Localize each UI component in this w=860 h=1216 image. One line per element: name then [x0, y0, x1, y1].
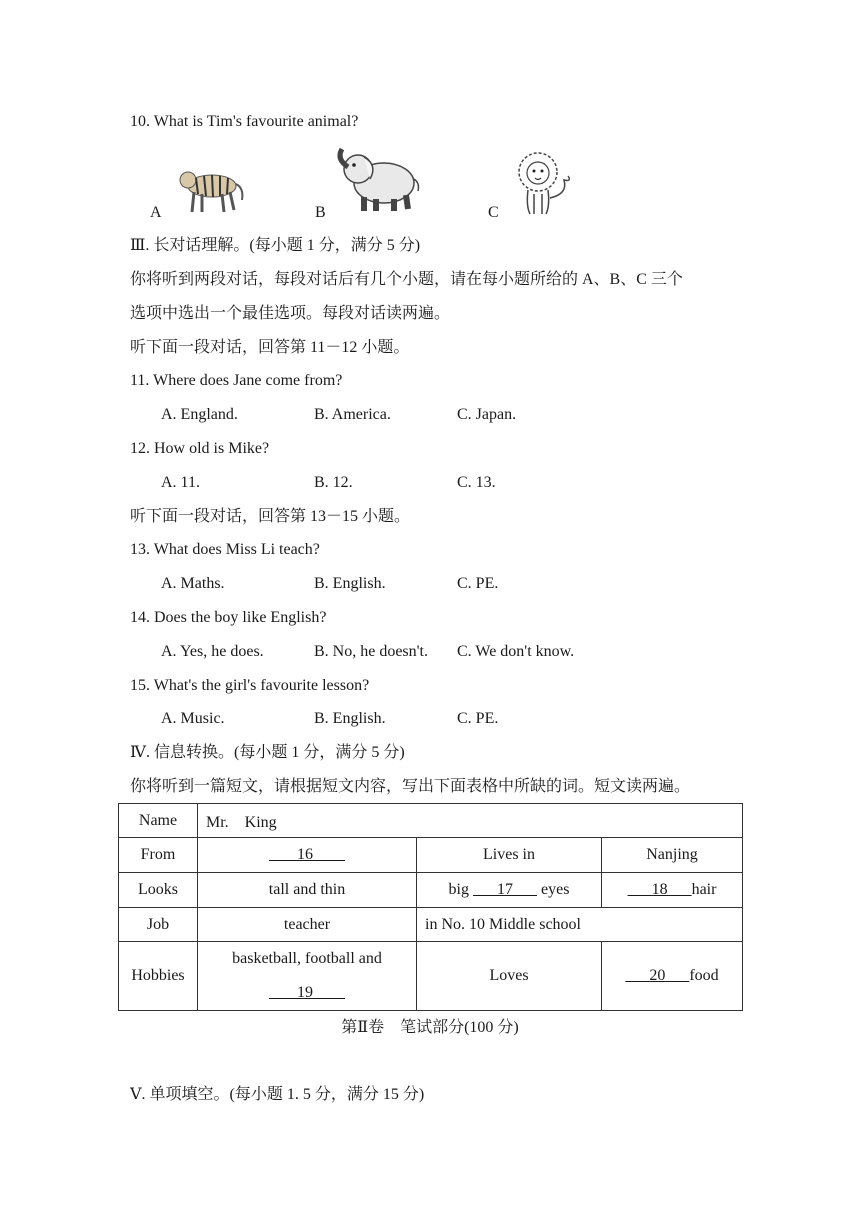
- loves-label: Loves: [417, 942, 602, 1011]
- option-letter-b: B: [315, 204, 326, 221]
- section-3-heading: Ⅲ. 长对话理解。(每小题 1 分，满分 5 分): [130, 237, 421, 254]
- question-12: 12. How old is Mike?: [130, 440, 270, 457]
- elephant-icon: [334, 145, 422, 220]
- name-label: Name: [119, 804, 198, 838]
- q15-option-c: C. PE.: [457, 710, 499, 727]
- option-letter-a: A: [150, 204, 162, 221]
- section-3-intro-line-2: 选项中选出一个最佳选项。每段对话读两遍。: [130, 305, 451, 322]
- eyes-cell: big 17 eyes: [417, 873, 602, 908]
- lion-icon: [510, 150, 574, 223]
- q11-option-b: B. America.: [314, 406, 391, 423]
- q12-option-c: C. 13.: [457, 474, 496, 491]
- q13-option-c: C. PE.: [457, 575, 499, 592]
- dialog-1-instruction: 听下面一段对话，回答第 11－12 小题。: [130, 339, 410, 356]
- q11-option-a: A. England.: [161, 406, 238, 423]
- section-4-heading: Ⅳ. 信息转换。(每小题 1 分，满分 5 分): [130, 744, 405, 761]
- looks-value: tall and thin: [198, 873, 417, 908]
- workplace-value: in No. 10 Middle school: [417, 908, 743, 942]
- section-3-intro-line-1: 你将听到两段对话，每段对话后有几个小题，请在每小题所给的 A、B、C 三个: [130, 271, 683, 288]
- tiger-icon: [176, 158, 246, 221]
- job-label: Job: [119, 908, 198, 942]
- table-row: [119, 804, 743, 838]
- table-row: [119, 908, 743, 942]
- question-11: 11. Where does Jane come from?: [130, 372, 343, 389]
- q15-option-a: A. Music.: [161, 710, 225, 727]
- blank-18[interactable]: 18: [651, 881, 668, 898]
- blank-19[interactable]: 19: [297, 984, 313, 1001]
- q11-option-c: C. Japan.: [457, 406, 517, 423]
- hair-cell: 18 hair: [602, 873, 743, 908]
- q14-option-c: C. We don't know.: [457, 643, 575, 660]
- q13-option-a: A. Maths.: [161, 575, 225, 592]
- question-14: 14. Does the boy like English?: [130, 609, 327, 626]
- name-value: Mr. King: [198, 804, 743, 838]
- blank-16-cell: [198, 838, 417, 873]
- blank-20[interactable]: 20: [649, 967, 666, 984]
- question-15: 15. What's the girl's favourite lesson?: [130, 677, 370, 694]
- hobbies-label: Hobbies: [119, 942, 198, 1011]
- q14-option-b: B. No, he doesn't.: [314, 643, 428, 660]
- from-label: From: [119, 838, 198, 873]
- table-row: [119, 942, 743, 1011]
- table-row: [119, 873, 743, 908]
- table-row: [119, 838, 743, 873]
- dialog-2-instruction: 听下面一段对话，回答第 13－15 小题。: [130, 508, 411, 525]
- q12-option-a: A. 11.: [161, 474, 200, 491]
- part-2-title: 第Ⅱ卷 笔试部分(100 分): [341, 1019, 519, 1036]
- q13-option-b: B. English.: [314, 575, 386, 592]
- blank-16[interactable]: 16: [297, 846, 313, 863]
- lives-value: Nanjing: [602, 838, 743, 873]
- lives-label: Lives in: [417, 838, 602, 873]
- section-4-intro: 你将听到一篇短文，请根据短文内容，写出下面表格中所缺的词。短文读两遍。: [130, 778, 691, 795]
- job-value: teacher: [198, 908, 417, 942]
- option-letter-c: C: [488, 204, 499, 221]
- food-cell: 20 food: [602, 942, 743, 1011]
- q14-option-a: A. Yes, he does.: [161, 643, 264, 660]
- question-10: 10. What is Tim's favourite animal?: [130, 113, 359, 130]
- section-5-heading: Ⅴ. 单项填空。(每小题 1. 5 分，满分 15 分): [130, 1086, 425, 1103]
- hobbies-cell: [198, 942, 417, 1011]
- info-table: [118, 803, 743, 1011]
- looks-label: Looks: [119, 873, 198, 908]
- q12-option-b: B. 12.: [314, 474, 353, 491]
- q15-option-b: B. English.: [314, 710, 386, 727]
- blank-17[interactable]: 17: [497, 881, 513, 898]
- hobbies-value: basketball, football and: [232, 950, 382, 967]
- question-13: 13. What does Miss Li teach?: [130, 541, 320, 558]
